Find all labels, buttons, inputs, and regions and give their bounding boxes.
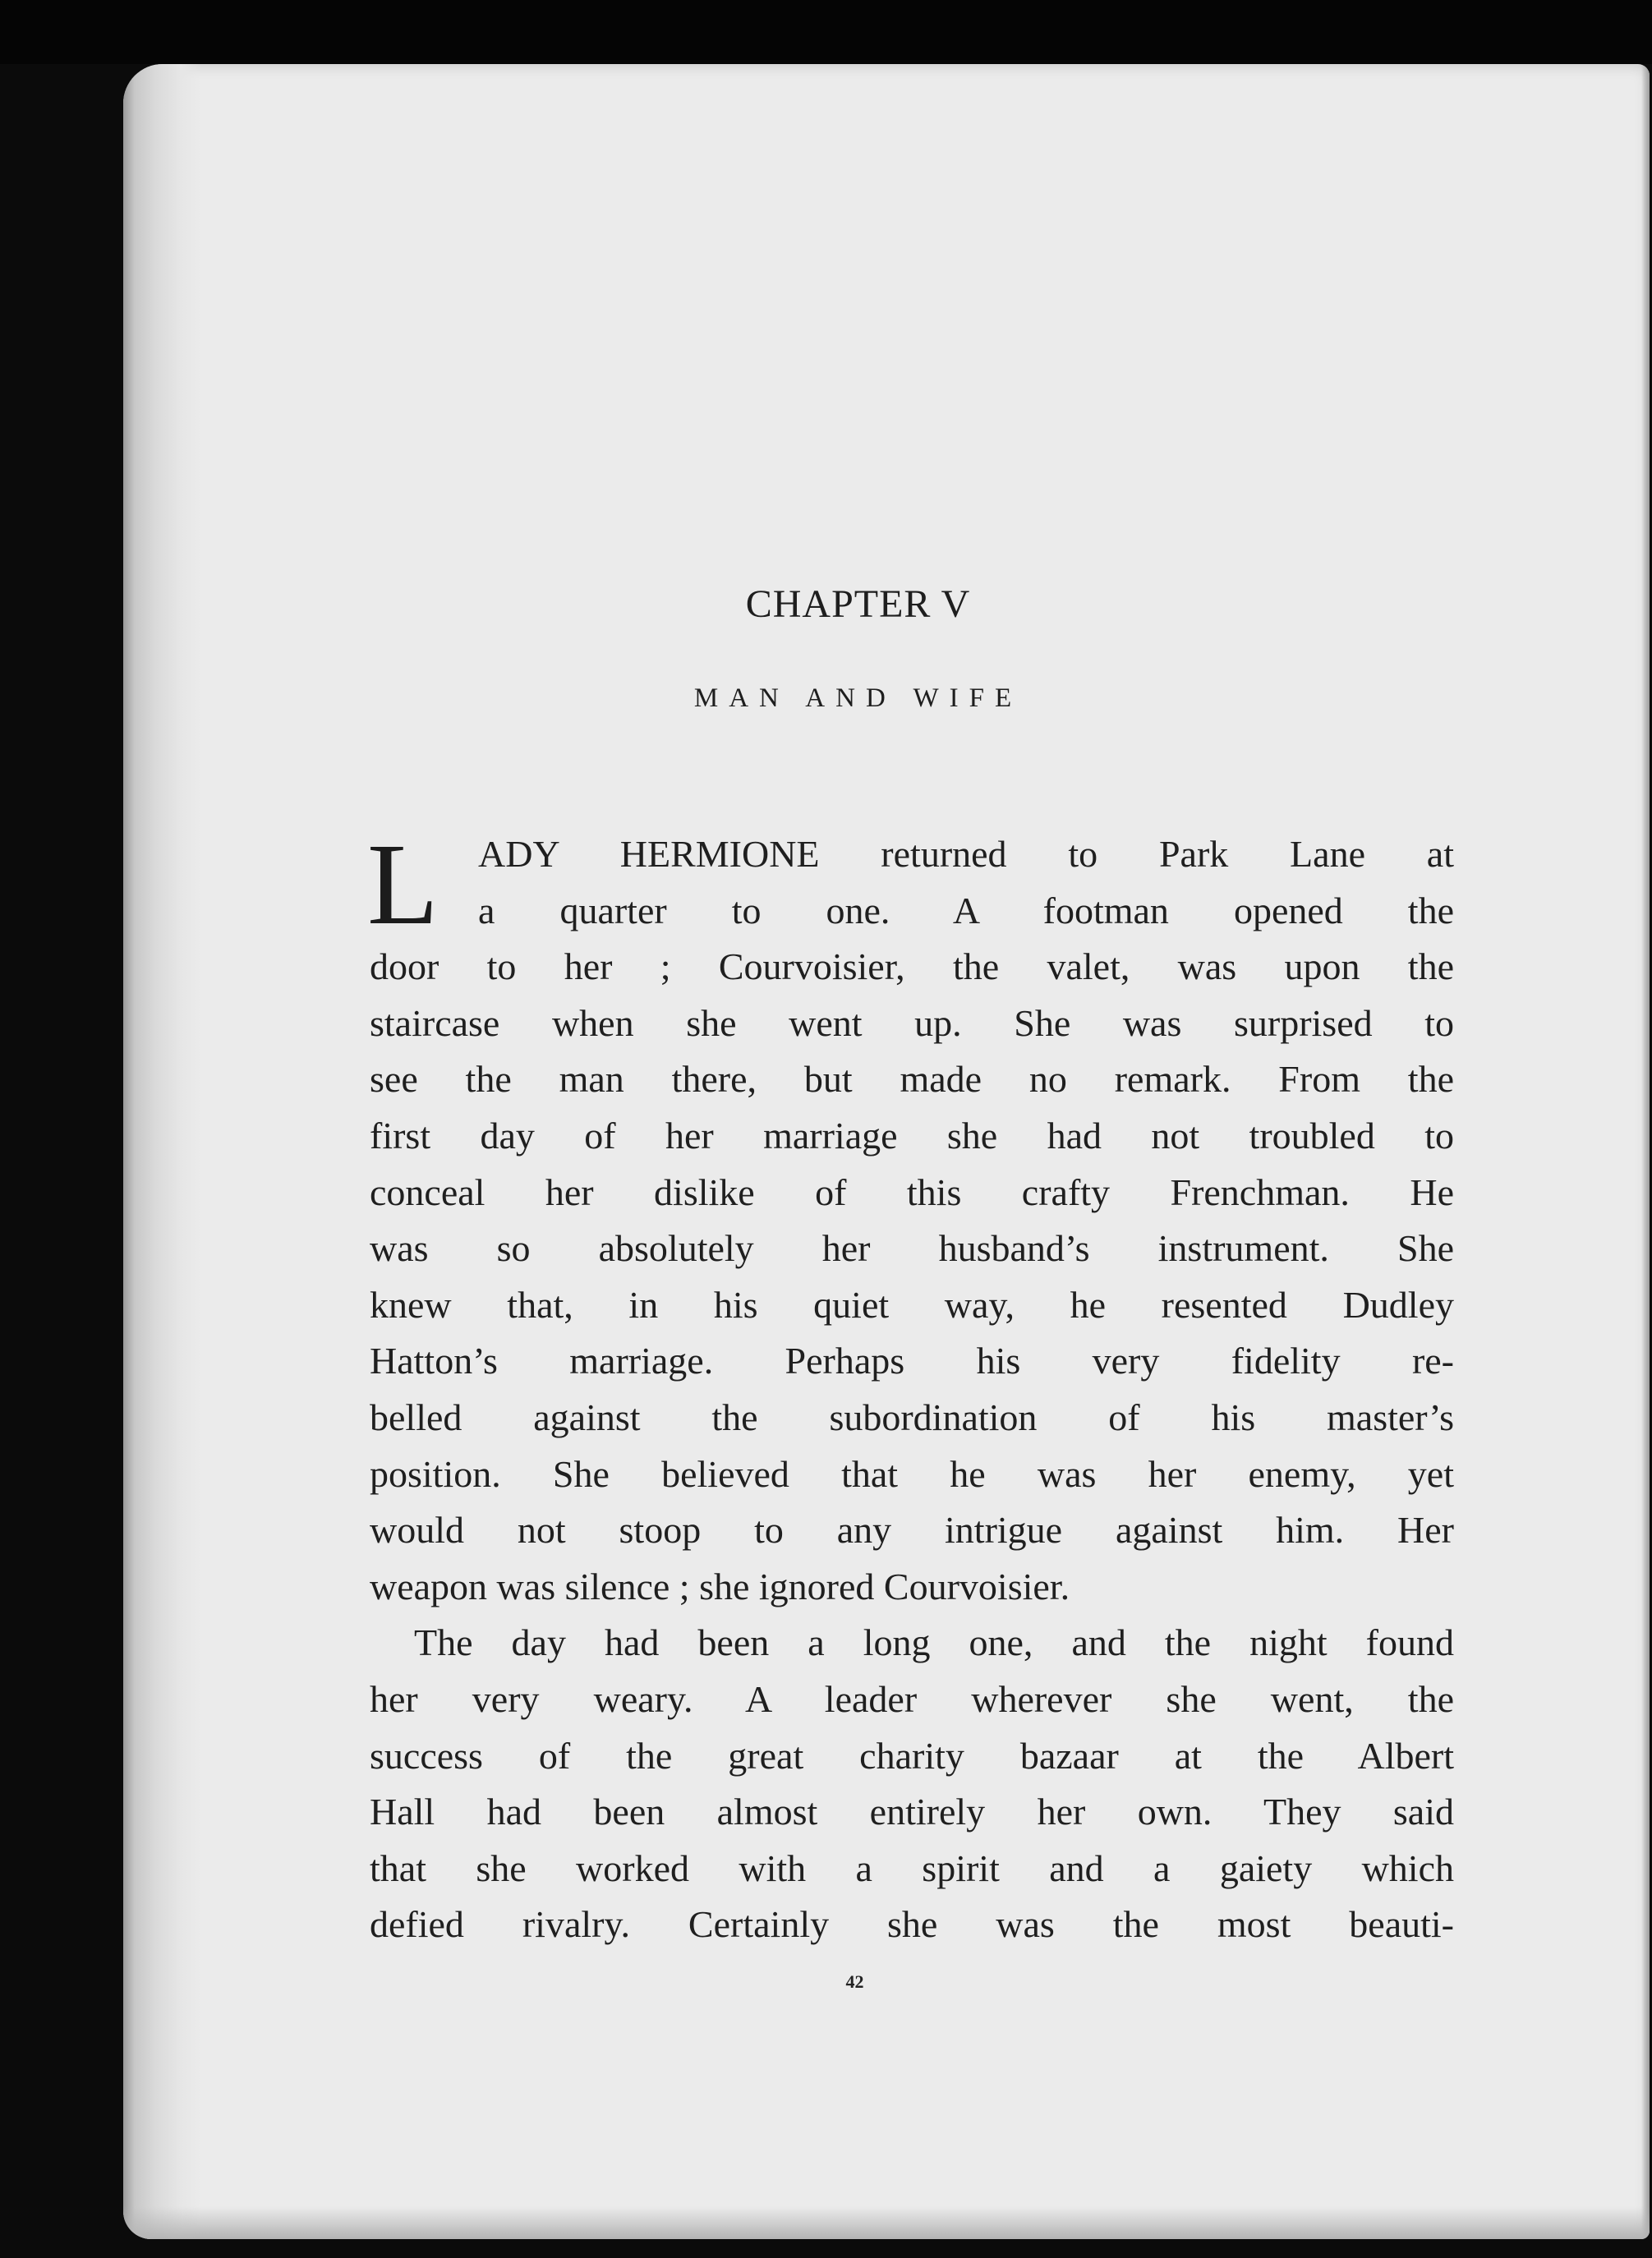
text-line: a quarter to one. A footman opened the — [478, 889, 1454, 931]
chapter-title: CHAPTER V — [745, 582, 971, 626]
text-line: belled against the subordination of his master’s — [370, 1396, 1454, 1438]
page-bottom-edge — [123, 2206, 1650, 2239]
chapter-body — [370, 826, 1454, 1953]
text-line: knew that, in his quiet way, he resented Dudley — [370, 1283, 1454, 1326]
page-number: 42 — [845, 1971, 864, 1992]
text-line: The day had been a long one, and the night found — [414, 1621, 1454, 1664]
page-right-edge — [1641, 64, 1650, 2239]
text-line: door to her ; Courvoisier, the valet, was upon the — [370, 945, 1454, 988]
text-line: would not stoop to any intrigue against him. Her — [370, 1509, 1454, 1552]
text-line: Hall had been almost entirely her own. They said — [370, 1791, 1454, 1833]
drop-cap-letter: L — [367, 819, 439, 949]
text-line: staircase when she went up. She was surprised to — [370, 1001, 1454, 1044]
text-line: ADY HERMIONE returned to Park Lane at — [478, 833, 1454, 875]
text-line: see the man there, but made no remark. From the — [370, 1058, 1454, 1101]
text-line: her very weary. A leader wherever she went, the — [370, 1677, 1454, 1720]
scanner-dark-margin — [0, 0, 1652, 64]
text-line: that she worked with a spirit and a gaiety which — [370, 1846, 1454, 1889]
text-line: conceal her dislike of this crafty Frenchman. He — [370, 1170, 1454, 1213]
text-line: first day of her marriage she had not troubled to — [370, 1114, 1454, 1157]
paragraph-2 — [370, 1615, 1454, 1953]
page-binding-edge — [123, 64, 201, 2239]
text-line: Hatton’s marriage. Perhaps his very fidelity re- — [370, 1340, 1454, 1382]
text-line: defied rivalry. Certainly she was the most beauti- — [370, 1903, 1454, 1946]
text-line: success of the great charity bazaar at the Albert — [370, 1734, 1454, 1777]
text-line: was so absolutely her husband’s instrument. She — [370, 1227, 1454, 1270]
chapter-subtitle: MAN AND WIFE — [693, 683, 1023, 713]
paragraph-1 — [370, 826, 1454, 1615]
text-line: position. She believed that he was her enemy, yet — [370, 1452, 1454, 1495]
text-line: weapon was silence ; she ignored Courvoisier. — [370, 1565, 1070, 1607]
